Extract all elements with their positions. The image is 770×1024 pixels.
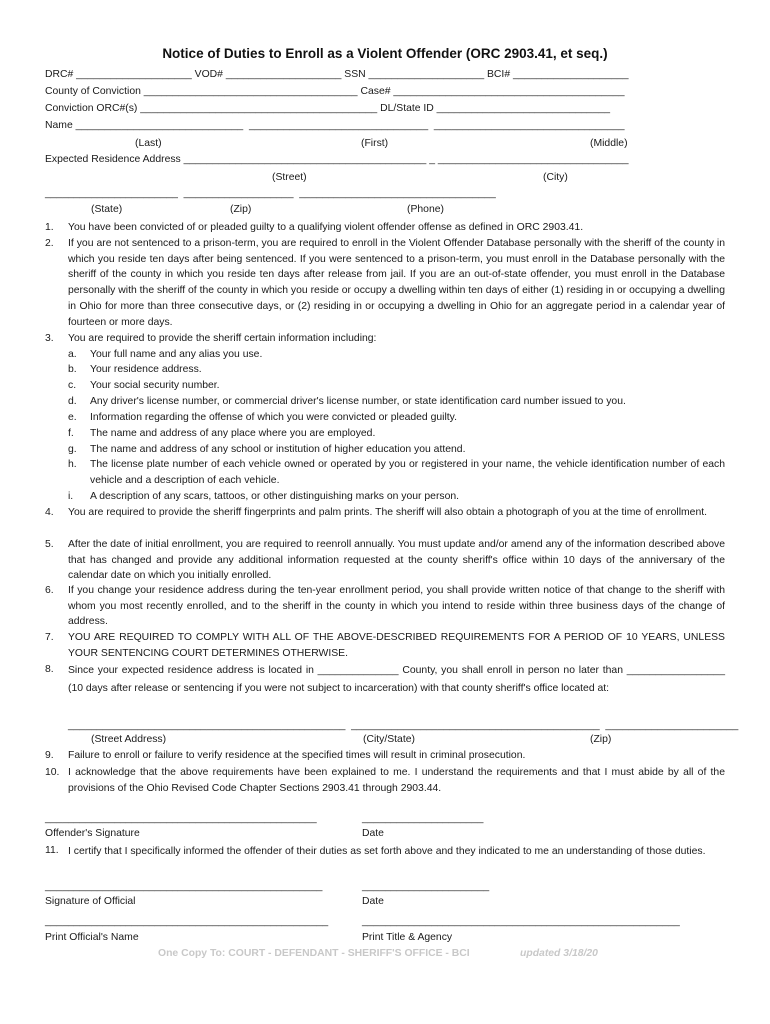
zip-label: (Zip): [230, 204, 252, 215]
address-zip-label: (Zip): [590, 734, 612, 745]
county-case-line[interactable]: County of Conviction _____________________________________ Case# ________________________________________: [45, 86, 625, 97]
offender-signature-label: Offender's Signature: [45, 828, 140, 839]
name-last-label: (Last): [135, 138, 162, 149]
list-item: h. The license plate number of each vehicle owned or operated by you or registered in your name, the vehicle identification number of each vehicle and a description of each vehicle.: [68, 459, 725, 486]
conviction-dl-line[interactable]: Conviction ORC#(s) _________________________________________ DL/State ID ______________________________: [45, 103, 611, 114]
city-label: (City): [543, 172, 568, 183]
list-item: 6. If you change your residence address during the ten-year enrollment period, you shall provide written notice of that change to the sheriff with whom you most recently enrolled, and to the sheriff in the county in which you intend to reside within three business days of the change of address.: [45, 585, 725, 628]
list-item: b. Your residence address.: [68, 364, 202, 375]
list-item: e. Information regarding the offense of which you were convicted or pleaded guilty.: [68, 412, 457, 423]
list-item: 5. After the date of initial enrollment, you are required to reenroll annually. You must update and/or amend any of the information described above that has changed and provide any additional information requested at the county sheriff's office within 10 days of the anniversary of the calendar date on which you initially enrolled.: [45, 539, 725, 582]
city-state-label: (City/State): [363, 734, 415, 745]
list-item: d. Any driver's license number, or commercial driver's license number, or state identification card number issued to you.: [68, 396, 626, 407]
offender-signature-line[interactable]: _______________________________________________: [45, 813, 317, 824]
print-name-label: Print Official's Name: [45, 932, 139, 943]
phone-label: (Phone): [407, 204, 444, 215]
list-item: 7. YOU ARE REQUIRED TO COMPLY WITH ALL OF THE ABOVE-DESCRIBED REQUIREMENTS FOR A PERIOD OF 10 YEARS, UNLESS YOUR SENTENCING COURT DETERMINES OTHERWISE.: [45, 632, 725, 659]
list-item: g. The name and address of any school or institution of higher education you attend.: [68, 444, 466, 455]
updated-footer: updated 3/18/20: [520, 948, 598, 959]
street-label: (Street): [272, 172, 307, 183]
list-item: 8. Since your expected residence address is located in ______________ County, you shall enroll in person no later than _________________ (10 days after release or sentencing if you were not subject to incarceration) with that county sheriff's office located at:: [45, 664, 725, 694]
list-item: 4. You are required to provide the sheriff fingerprints and palm prints. The sheriff will also obtain a photograph of you at the time of enrollment.: [45, 507, 708, 518]
list-item: a. Your full name and any alias you use.: [68, 349, 263, 360]
print-title-line[interactable]: _______________________________________________________: [362, 916, 680, 927]
offender-date-label: Date: [362, 828, 384, 839]
name-middle-label: (Middle): [590, 138, 628, 149]
list-item: 3. You are required to provide the sheriff certain information including:: [45, 333, 377, 344]
official-signature-label: Signature of Official: [45, 896, 136, 907]
official-date-label: Date: [362, 896, 384, 907]
list-item: c. Your social security number.: [68, 380, 220, 391]
list-item: 11. I certify that I specifically informed the offender of their duties as set forth above and they indicated to me an understanding of those duties.: [45, 845, 706, 857]
form-title: Notice of Duties to Enroll as a Violent Offender (ORC 2903.41, et seq.): [162, 46, 608, 61]
list-item: 1. You have been convicted of or pleaded guilty to a qualifying violent offender offense as defined in ORC 2903.41.: [45, 222, 584, 233]
list-item: f. The name and address of any place where you are employed.: [68, 428, 376, 439]
residence-address-line[interactable]: Expected Residence Address __________________________________________ _ _________________________________: [45, 154, 629, 165]
state-zip-phone-line[interactable]: _______________________ ___________________ __________________________________: [45, 188, 496, 199]
copies-footer: One Copy To: COURT - DEFENDANT - SHERIFF'S OFFICE - BCI: [158, 948, 470, 959]
print-title-label: Print Title & Agency: [362, 932, 453, 943]
list-item: i. A description of any scars, tattoos, or other distinguishing marks on your person.: [68, 491, 460, 502]
office-address-line[interactable]: ________________________________________________ ___________________________________________ _______________________: [68, 720, 739, 731]
name-line[interactable]: Name _____________________________ _______________________________ _________________________________: [45, 120, 625, 131]
offender-date-line[interactable]: _____________________: [362, 813, 484, 824]
name-first-label: (First): [361, 138, 389, 149]
print-name-line[interactable]: _________________________________________________: [45, 916, 329, 927]
list-item: 9. Failure to enroll or failure to verify residence at the specified times will result in criminal prosecution.: [45, 750, 526, 761]
list-item: 10. I acknowledge that the above requirements have been explained to me. I understand the requirements and that I must abide by all of the provisions of the Ohio Revised Code Chapter Sections 2903.41 through 2903.44.: [45, 767, 725, 794]
official-date-line[interactable]: ______________________: [362, 881, 490, 892]
street-address-label: (Street Address): [91, 734, 167, 745]
state-label: (State): [91, 204, 123, 215]
id-numbers-line[interactable]: DRC# ____________________ VOD# ____________________ SSN ____________________ BCI# ____________________: [45, 69, 629, 80]
official-signature-line[interactable]: ________________________________________________: [45, 881, 323, 892]
list-item: 2. If you are not sentenced to a prison-term, you are required to enroll in the Violent Offender Database personally with the sheriff of the county in which you reside ten days after being sentenced. If you were sentenced to a prison-term, you must enroll in the Database personally with the sheriff of the county in which you reside ten days after release from jail. If you are an out-of-state offender, you must enroll in the Database personally with the sheriff of the county in which you reside or occupy a dwelling within ten days of either (1) residing in or occupying a dwelling in Ohio for more than three consecutive days, or (2) residing in or occupying a dwelling in Ohio for an aggregate period in a calendar year of fourteen or more days.: [45, 238, 725, 328]
